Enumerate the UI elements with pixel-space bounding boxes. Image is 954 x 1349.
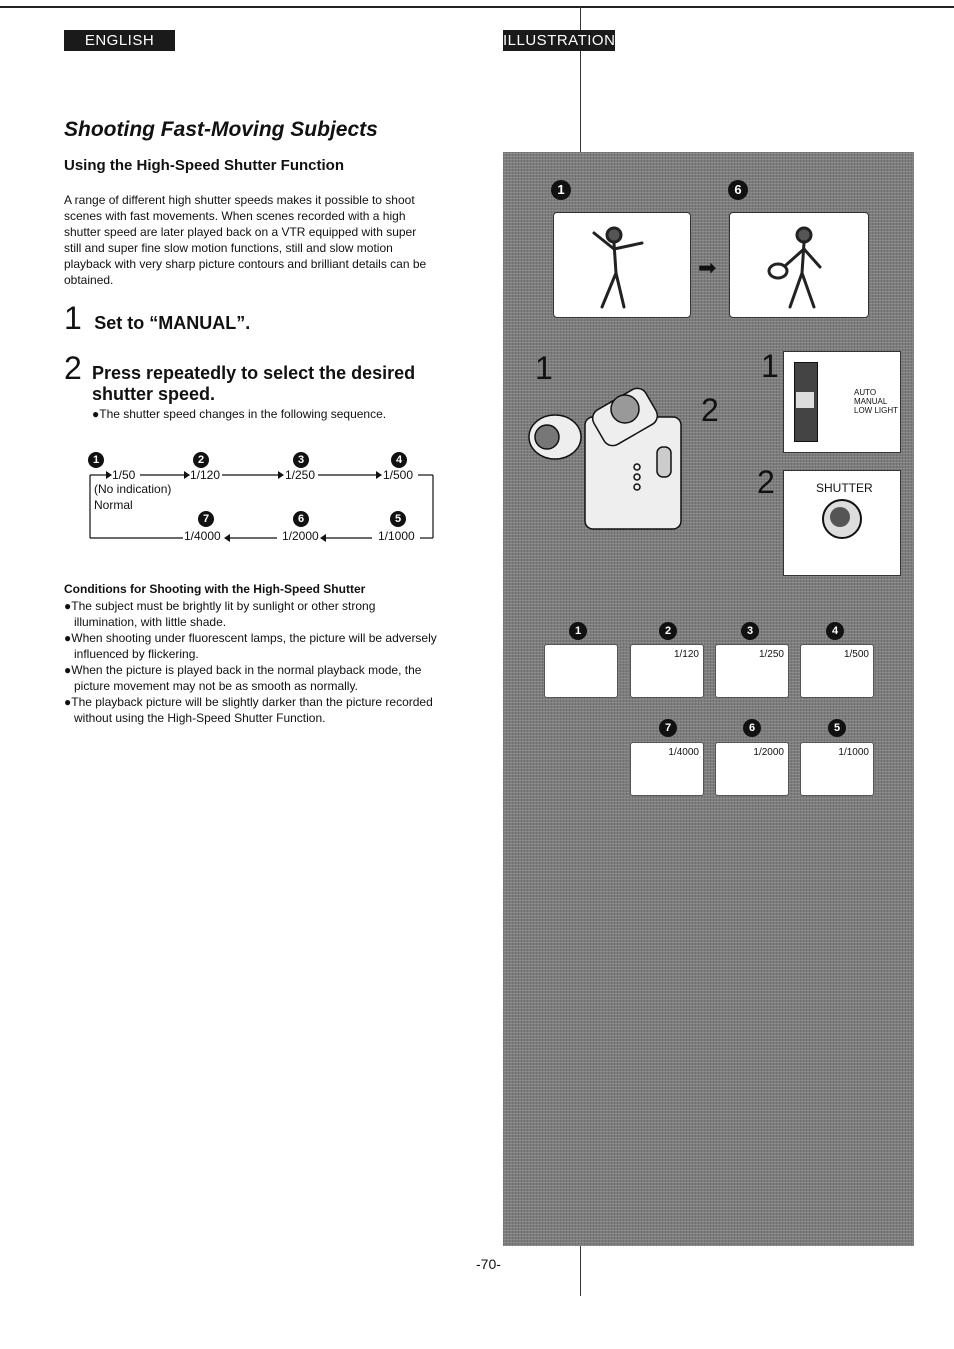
viewfinder-display-5 [800, 742, 874, 796]
condition-item: ●The playback picture will be slightly darker than the picture recorded without using the High-Speed Shutter Function. [64, 695, 433, 725]
callout-2-camera: 2 [701, 392, 719, 428]
display-value: 1/250 [758, 649, 784, 660]
switch-label-auto: AUTO [854, 388, 877, 397]
display-value: 1/1000 [838, 747, 869, 758]
speed-1-4000: 1/4000 [184, 529, 221, 543]
display-marker-7: 7 [659, 719, 677, 737]
switch-label-manual: MANUAL [854, 397, 888, 406]
callout-1-switch: 1 [761, 348, 779, 384]
condition-item: ●When the picture is played back in the normal playback mode, the picture movement may not be as smooth as normally. [64, 663, 422, 693]
viewfinder-display-3 [715, 644, 789, 698]
step-2-number: 2 [64, 350, 82, 386]
switch-label-lowlight: LOW LIGHT [854, 406, 899, 415]
marker-4: 4 [391, 452, 407, 468]
display-marker-1: 1 [569, 622, 587, 640]
step-2 [64, 350, 444, 422]
mode-switch-panel [783, 351, 901, 453]
language-tab: ENGLISH [64, 30, 175, 51]
illustration-tab: ILLUSTRATION [503, 32, 616, 49]
photo-frame-6 [729, 212, 869, 318]
speed-1-note2: Normal [94, 498, 133, 512]
condition-item: ●When shooting under fluorescent lamps, the picture will be adversely influenced by flickering. [64, 631, 437, 661]
step-1 [64, 300, 250, 337]
finger-pointer-icon [830, 507, 850, 527]
marker-5: 5 [390, 511, 406, 527]
display-marker-6: 6 [743, 719, 761, 737]
display-value: 1/4000 [668, 747, 699, 758]
mode-switch-knob[interactable] [796, 392, 814, 408]
shutter-sequence-diagram [88, 450, 440, 545]
display-marker-2: 2 [659, 622, 677, 640]
photo-marker-6: 6 [728, 180, 748, 200]
top-rule [0, 6, 954, 8]
tennis-player-figure-1 [554, 213, 690, 317]
speed-1-2000: 1/2000 [282, 529, 319, 543]
display-marker-5: 5 [828, 719, 846, 737]
arrow-right-icon: ➡ [698, 255, 717, 280]
viewfinder-display-2 [630, 644, 704, 698]
display-marker-3: 3 [741, 622, 759, 640]
viewfinder-display-4 [800, 644, 874, 698]
viewfinder-display-6 [715, 742, 789, 796]
page-number: -70- [476, 1256, 501, 1272]
switch-labels [854, 388, 898, 415]
display-value: 1/2000 [753, 747, 784, 758]
section-subtitle: Using the High-Speed Shutter Function [64, 157, 344, 174]
marker-7: 7 [198, 511, 214, 527]
display-marker-4: 4 [826, 622, 844, 640]
conditions-title: Conditions for Shooting with the High-Speed Shutter [64, 582, 366, 596]
photo-frame-1 [553, 212, 691, 318]
speed-1-1000: 1/1000 [378, 529, 415, 543]
speed-1-250: 1/250 [285, 468, 316, 482]
speed-1-120: 1/120 [190, 468, 221, 482]
marker-6: 6 [293, 511, 309, 527]
intro-paragraph: A range of different high shutter speeds makes it possible to shoot scenes with fast movements. When scenes recorded with a high shutter speed are later played back on a VTR equipped with super still and super fine slow motion functions, still and slow motion playback with very sharp picture contours and brilliant details can be obtained. [64, 193, 427, 287]
callout-1-camera: 1 [535, 350, 553, 386]
tennis-player-figure-6 [730, 213, 868, 317]
step-2-text-line2: shutter speed. [92, 384, 216, 404]
callout-2-button: 2 [757, 464, 775, 500]
shutter-label: SHUTTER [816, 481, 873, 495]
step-1-number: 1 [64, 300, 82, 336]
page-title: Shooting Fast-Moving Subjects [64, 118, 378, 141]
photo-marker-1: 1 [551, 180, 571, 200]
marker-2: 2 [193, 452, 209, 468]
step-2-text-line1: Press repeatedly to select the desired [92, 363, 416, 383]
viewfinder-display-7 [630, 742, 704, 796]
viewfinder-display-1 [544, 644, 618, 698]
display-value: 1/500 [843, 649, 869, 660]
shutter-button-panel [783, 470, 901, 576]
step-2-note: ●The shutter speed changes in the following sequence. [92, 407, 387, 421]
speed-1-500: 1/500 [383, 468, 414, 482]
camcorder-illustration [525, 377, 695, 537]
speed-1-note1: (No indication) [94, 482, 172, 496]
condition-item: ●The subject must be brightly lit by sunlight or other strong illumination, with little shade. [64, 599, 376, 629]
marker-3: 3 [293, 452, 309, 468]
illustration-panel [503, 152, 914, 1246]
speed-1-50: 1/50 [112, 468, 136, 482]
display-value: 1/120 [673, 649, 699, 660]
marker-1: 1 [88, 452, 104, 468]
step-1-text: Set to “MANUAL”. [94, 313, 251, 333]
conditions-list [64, 598, 440, 726]
